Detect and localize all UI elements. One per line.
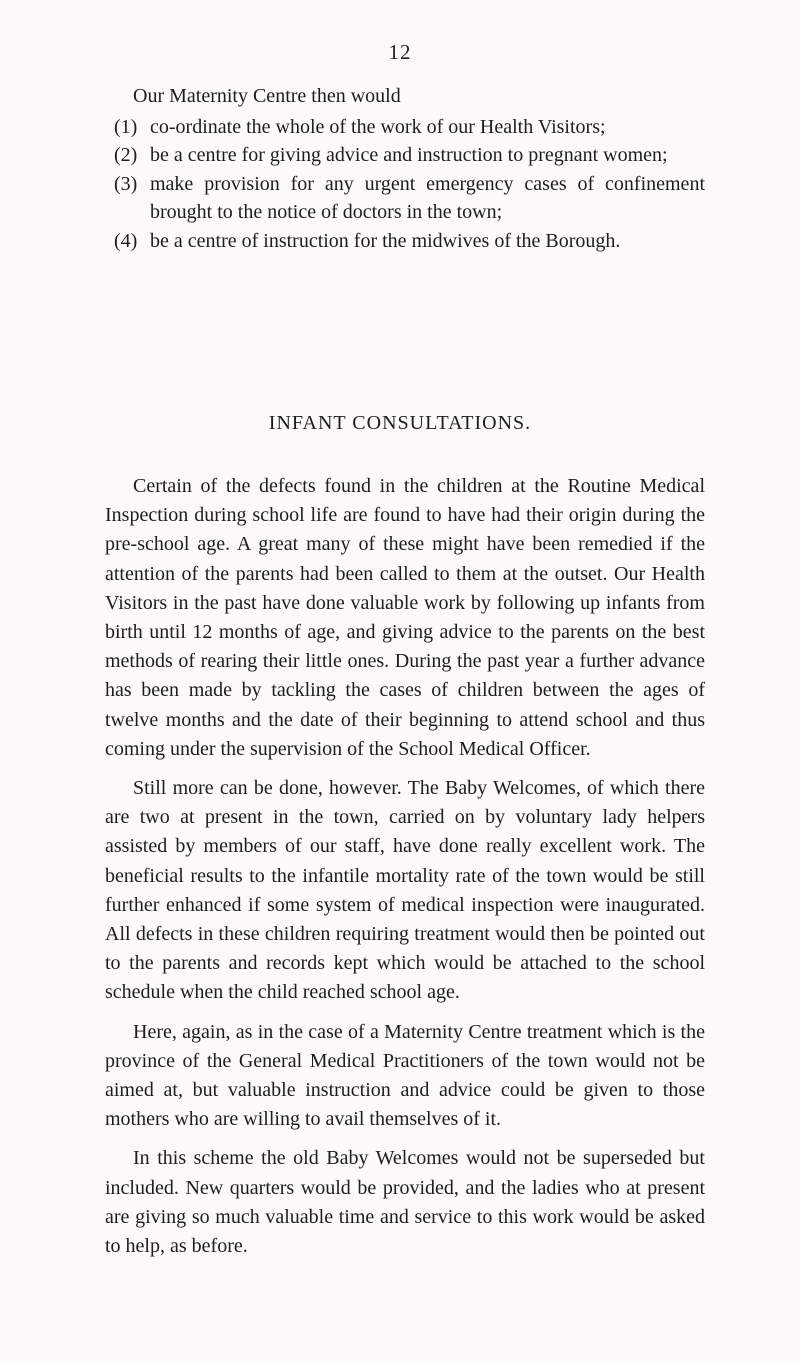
paragraph: Certain of the defects found in the children at the Routine Medical Inspection during school life are found to have had their origin during the pre-school age. A great many of these might have been remedied if the attention of the parents had been called to them at the outset. Our Health Visitors in the past have done valuable work by following up infants from birth until 12 months of age, and giving advice to the parents on the best methods of rearing their little ones. During the past year a further advance has been made by tackling the cases of children between the ages of twelve months and the date of their beginning to attend school and thus coming under the supervision of the School Medical Officer. — [105, 475, 705, 760]
maternity-centre-section — [105, 82, 705, 256]
list-item-number: (4) — [114, 229, 138, 252]
paragraph: Still more can be done, however. The Baby Welcomes, of which there are two at present in the town, carried on by voluntary lady helpers assisted by members of our staff, have done really excellent work. The beneficial results to the infantile mortality rate of the town would be still further enhanced if some system of medical inspection were inaugurated. All defects in these children requiring treatment would then be pointed out to the parents and records kept which would be attached to the school schedule when the child reached school age. — [105, 777, 705, 1004]
list-item-number: (1) — [114, 115, 138, 138]
paragraph: Here, again, as in the case of a Maternity Centre treatment which is the province of the General Medical Practitioners of the town would not be aimed at, but valuable instruction and advice could be given to those mothers who are willing to avail themselves of it. — [105, 1020, 705, 1131]
maternity-centre-list — [105, 113, 705, 256]
list-item — [105, 113, 705, 142]
list-item-number: (3) — [114, 172, 138, 195]
page-number: 12 — [388, 40, 412, 64]
list-item-number: (2) — [114, 144, 138, 167]
intro-sentence: Our Maternity Centre then would — [133, 85, 401, 107]
list-item-text: be a centre for giving advice and instruction to pregnant women; — [150, 144, 668, 167]
list-item — [105, 170, 705, 227]
paragraph: In this scheme the old Baby Welcomes would not be superseded but included. New quarters would be provided, and the ladies who at present are giving so much valuable time and service to this work would be asked to help, as before. — [105, 1147, 705, 1258]
infant-consultations-body — [105, 472, 705, 1261]
list-item — [105, 227, 705, 256]
list-item-text: co-ordinate the whole of the work of our Health Visitors; — [150, 115, 606, 138]
list-item — [105, 141, 705, 170]
section-heading: INFANT CONSULTATIONS. — [268, 412, 532, 434]
list-item-text: make provision for any urgent emergency cases of confinement brought to the notice of doctors in the town; — [150, 172, 705, 224]
list-item-text: be a centre of instruction for the midwives of the Borough. — [150, 229, 621, 252]
